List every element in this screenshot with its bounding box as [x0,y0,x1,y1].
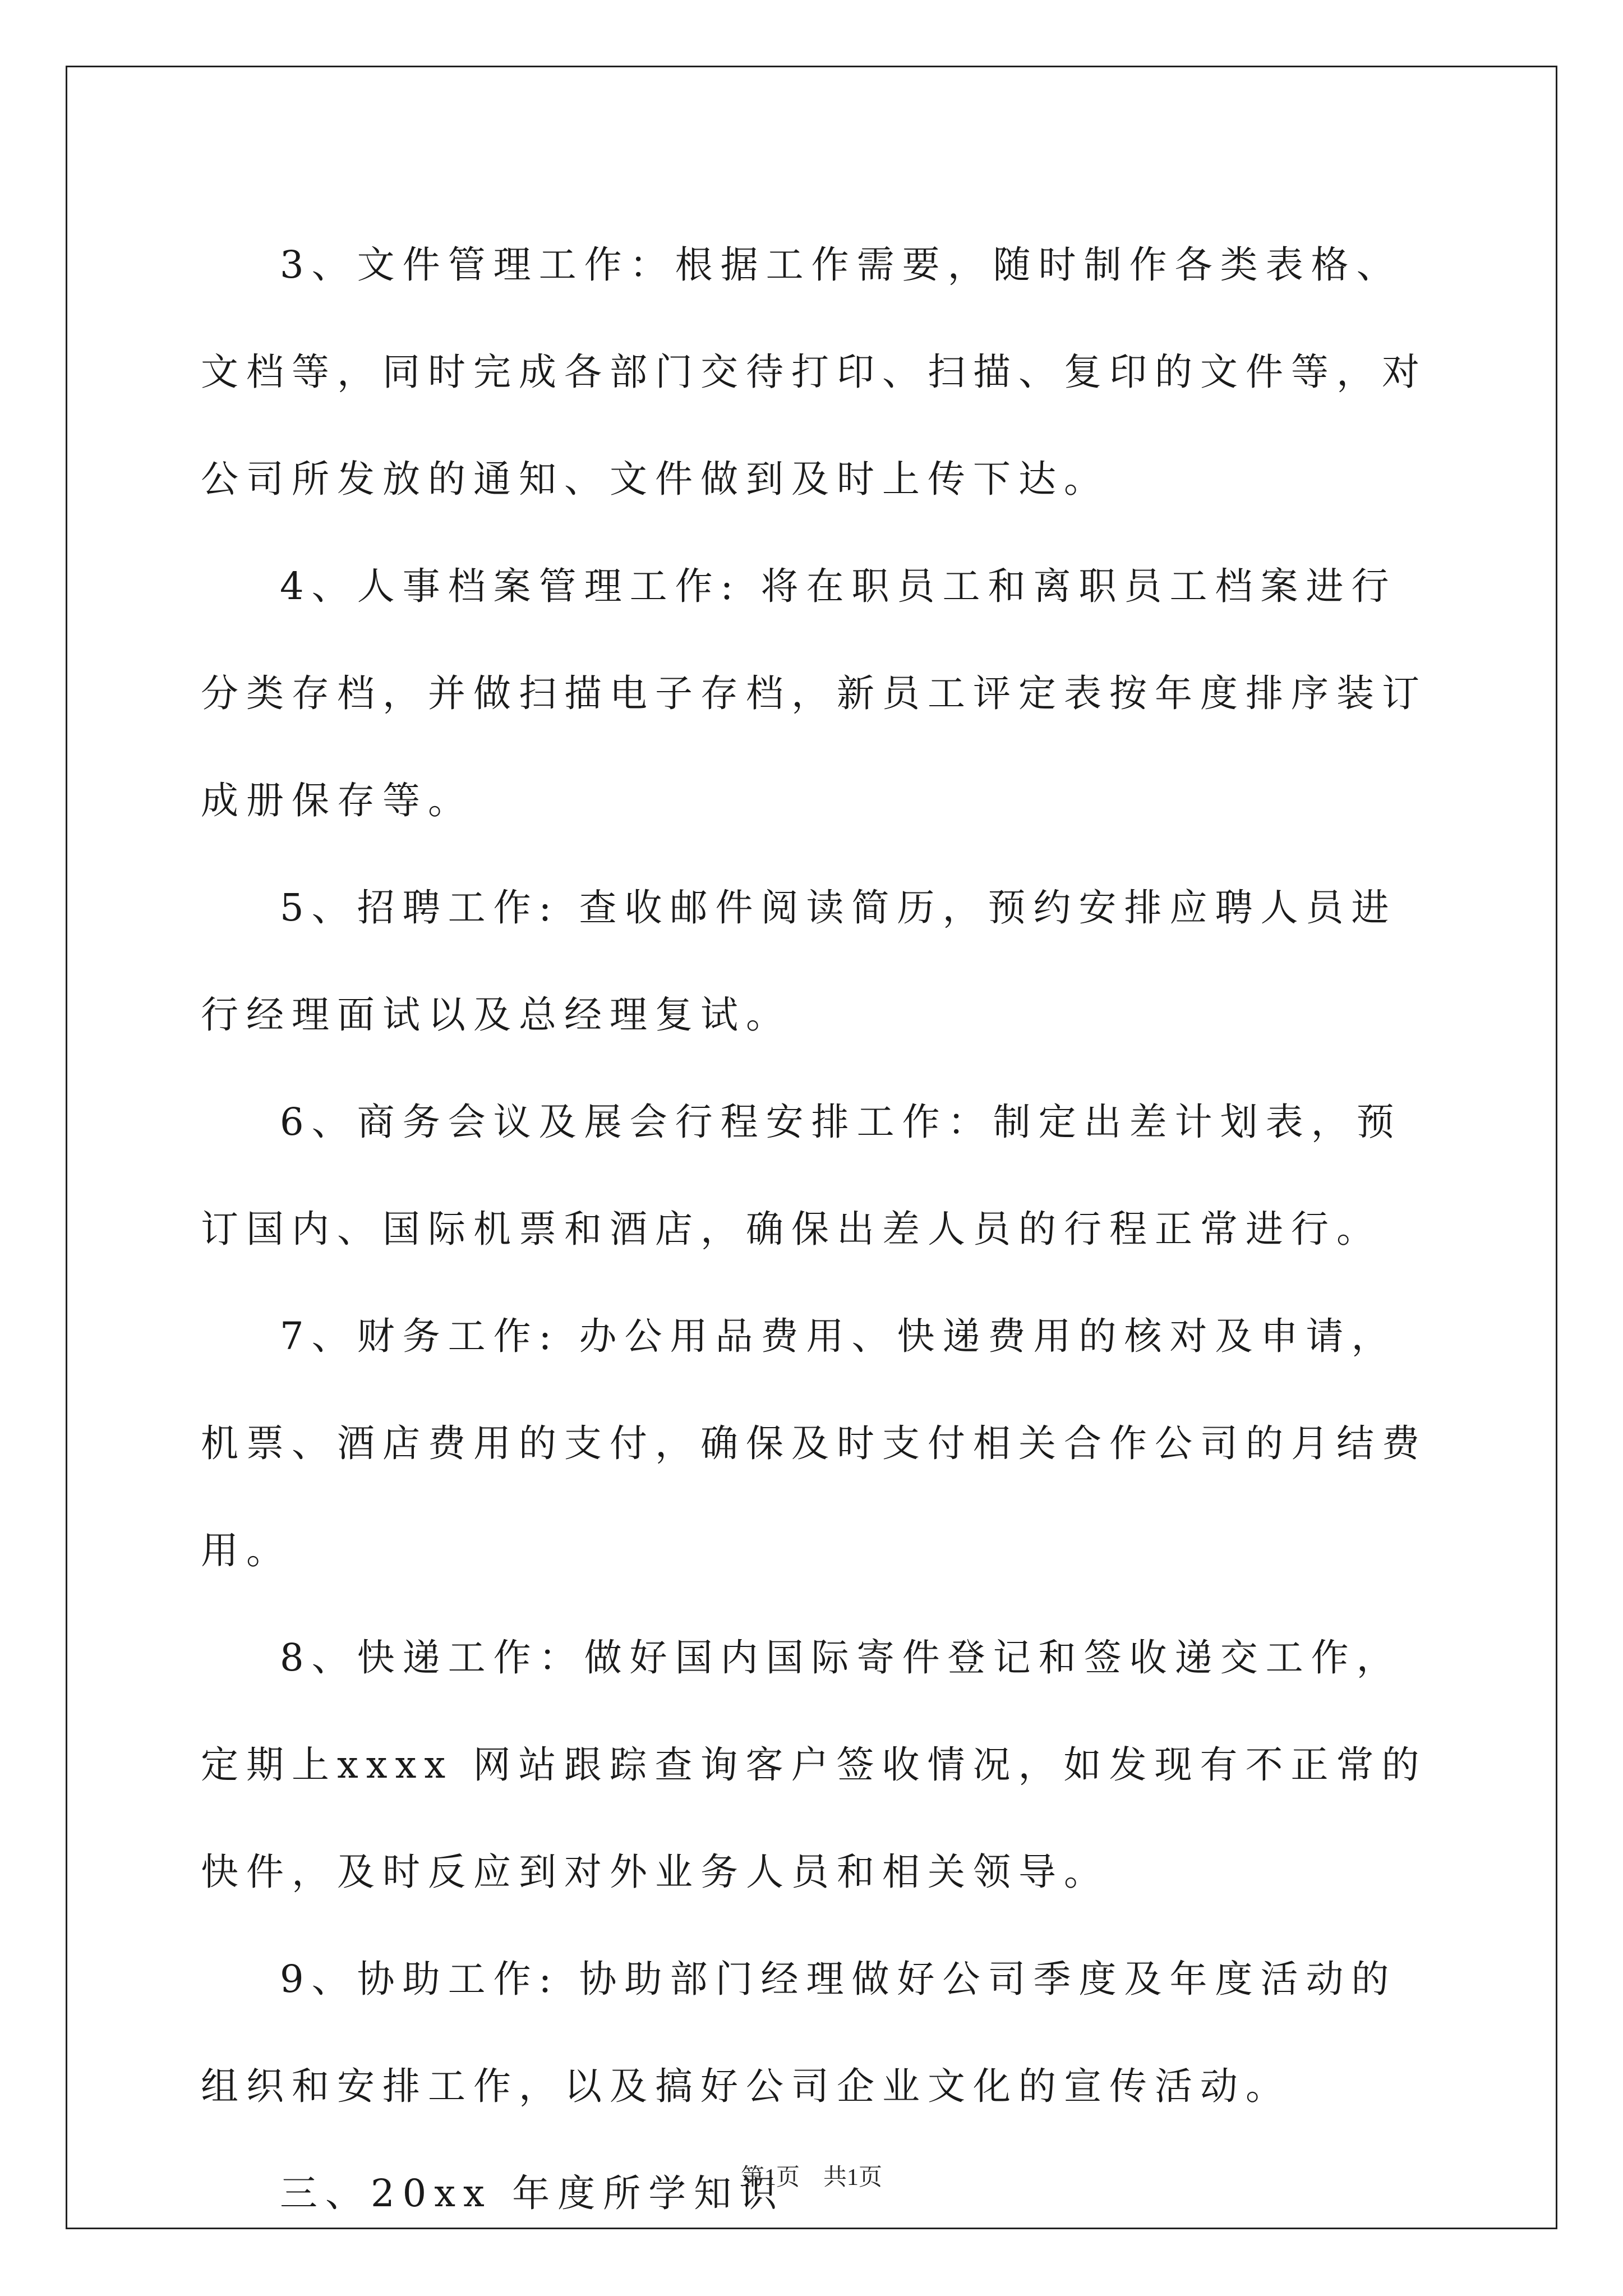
section-heading-knowledge: 三、20xx 年度所学知识 [280,2171,785,2215]
document-body [201,211,1435,2247]
paragraph-business-travel: 6、商务会议及展会行程安排工作：制定出差计划表，预订国内、国际机票和酒店，确保出差人员的行程正常进行。 [201,1100,1402,1251]
paragraph-recruitment: 5、招聘工作: 查收邮件阅读简历，预约安排应聘人员进行经理面试以及总经理复试。 [201,886,1397,1037]
paragraph-finance: 7、财务工作: 办公用品费用、快递费用的核对及申请，机票、酒店费用的支付，确保及时支付相关合作公司的月结费用。 [201,1314,1427,1572]
page-number-footer: 第1页 共1页 [740,2165,882,2191]
paragraph-personnel-archives: 4、人事档案管理工作: 将在职员工和离职员工档案进行分类存档，并做扫描电子存档，新员工评定表按年度排序装订成册保存等。 [201,564,1427,822]
paragraph-file-management: 3、文件管理工作：根据工作需要，随时制作各类表格、文档等，同时完成各部门交待打印、扫描、复印的文件等，对公司所发放的通知、文件做到及时上传下达。 [201,243,1427,501]
paragraph-express-delivery: 8、快递工作：做好国内国际寄件登记和签收递交工作，定期上xxxx 网站跟踪查询客户签收情况，如发现有不正常的快件，及时反应到对外业务人员和相关领导。 [201,1636,1427,1894]
paragraph-assistance: 9、协助工作: 协助部门经理做好公司季度及年度活动的组织和安排工作，以及搞好公司企业文化的宣传活动。 [201,1957,1397,2108]
